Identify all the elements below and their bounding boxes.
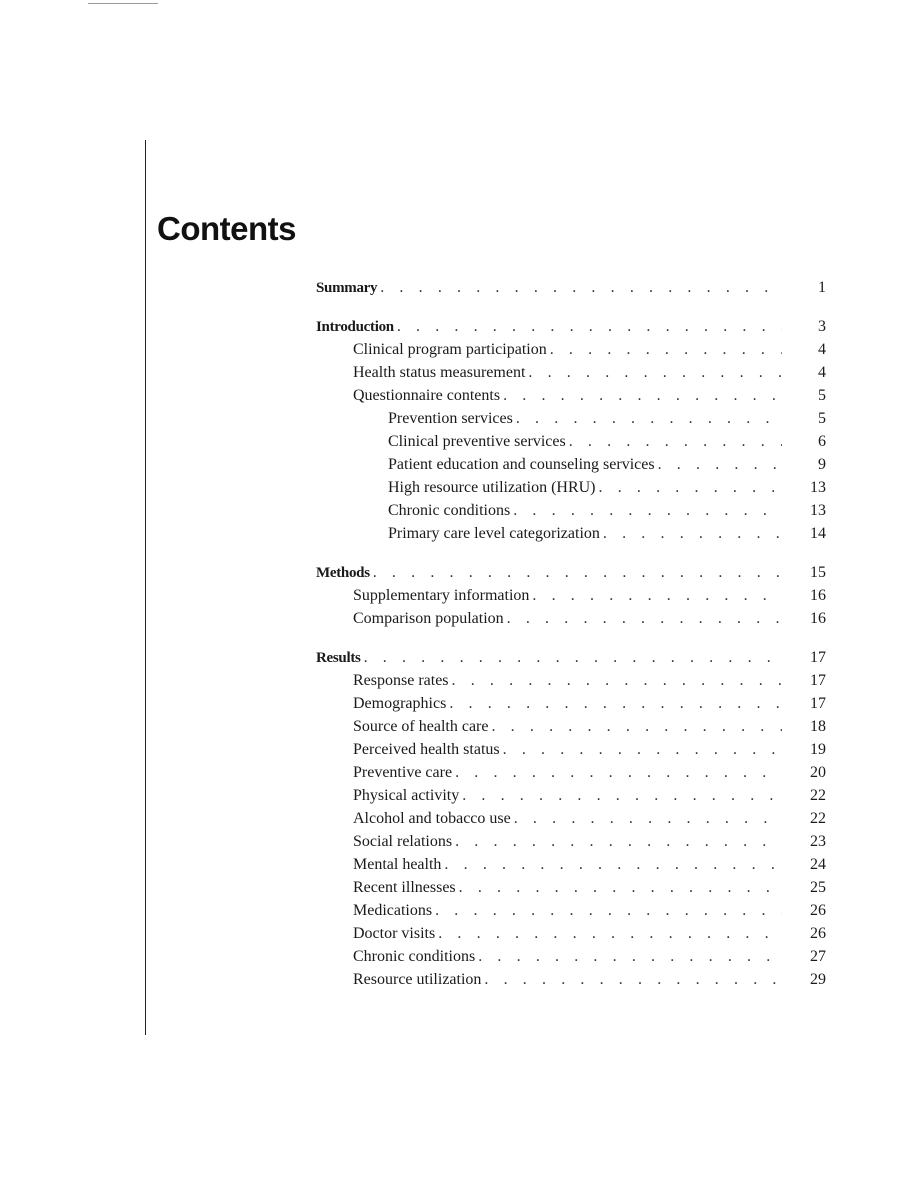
toc-entry-label: Physical activity: [353, 787, 460, 804]
toc-entry-page: 19: [810, 741, 826, 758]
toc-entry-page: 17: [810, 695, 826, 712]
toc-entry[interactable]: [316, 479, 826, 502]
toc-entry[interactable]: [316, 387, 826, 410]
toc-entry[interactable]: [316, 649, 826, 672]
toc-entry[interactable]: [316, 764, 826, 787]
toc-entry-page: 9: [818, 456, 826, 473]
dot-leader: [455, 833, 782, 851]
toc-entry-page: 22: [810, 787, 826, 804]
toc-entry[interactable]: [316, 456, 826, 479]
dot-leader: [491, 718, 782, 736]
toc-entry-label: Methods: [316, 565, 370, 581]
dot-leader: [503, 387, 782, 405]
toc-entry-label: Chronic conditions: [353, 948, 476, 965]
toc-entry-label: Clinical program participation: [353, 341, 547, 358]
dot-leader: [455, 764, 782, 782]
toc-entry-page: 13: [810, 479, 826, 496]
toc-entry-label: Primary care level categorization: [388, 525, 600, 542]
dot-leader: [373, 564, 782, 582]
toc-section: [316, 564, 826, 633]
toc-entry-page: 13: [810, 502, 826, 519]
toc-entry-label: Response rates: [353, 672, 449, 689]
toc-entry-page: 6: [818, 433, 826, 450]
toc-entry-page: 15: [810, 564, 826, 581]
dot-leader: [503, 741, 782, 759]
toc-entry[interactable]: [316, 610, 826, 633]
margin-rule: [145, 140, 146, 1035]
toc-entry[interactable]: [316, 279, 826, 302]
toc-entry-label: Results: [316, 650, 361, 666]
dot-leader: [484, 971, 782, 989]
toc-entry-page: 29: [810, 971, 826, 988]
dot-leader: [459, 879, 782, 897]
toc-entry-page: 25: [810, 879, 826, 896]
dot-leader: [599, 479, 783, 497]
toc-entry[interactable]: [316, 318, 826, 341]
toc-entry-page: 3: [818, 318, 826, 335]
toc-entry-label: Doctor visits: [353, 925, 436, 942]
toc-entry-page: 4: [818, 364, 826, 381]
toc-entry-page: 5: [818, 410, 826, 427]
toc-entry-page: 1: [818, 279, 826, 296]
toc-entry-page: 22: [810, 810, 826, 827]
toc-entry[interactable]: [316, 879, 826, 902]
dot-leader: [449, 695, 782, 713]
toc-entry[interactable]: [316, 971, 826, 994]
toc-entry-page: 17: [810, 649, 826, 666]
dot-leader: [528, 364, 782, 382]
dot-leader: [603, 525, 782, 543]
dot-leader: [397, 318, 782, 336]
toc-section: [316, 649, 826, 994]
toc-entry[interactable]: [316, 902, 826, 925]
toc-entry-page: 23: [810, 833, 826, 850]
toc-entry-page: 26: [810, 902, 826, 919]
toc-entry-label: Comparison population: [353, 610, 504, 627]
toc-entry[interactable]: [316, 741, 826, 764]
toc-entry-page: 16: [810, 587, 826, 604]
dot-leader: [658, 456, 782, 474]
toc-entry-page: 14: [810, 525, 826, 542]
toc-entry-label: Supplementary information: [353, 587, 530, 604]
toc-entry-page: 20: [810, 764, 826, 781]
toc-entry-page: 4: [818, 341, 826, 358]
toc-entry[interactable]: [316, 787, 826, 810]
dot-leader: [444, 856, 782, 874]
toc-entry[interactable]: [316, 587, 826, 610]
dot-leader: [462, 787, 782, 805]
toc-entry-label: Chronic conditions: [388, 502, 511, 519]
toc-entry-label: Medications: [353, 902, 433, 919]
toc-entry[interactable]: [316, 364, 826, 387]
toc-entry-page: 17: [810, 672, 826, 689]
toc-entry-label: High resource utilization (HRU): [388, 479, 596, 496]
dot-leader: [380, 279, 782, 297]
toc-entry-label: Resource utilization: [353, 971, 482, 988]
dot-leader: [569, 433, 782, 451]
toc-entry-label: Clinical preventive services: [388, 433, 566, 450]
dot-leader: [532, 587, 782, 605]
toc-entry-page: 5: [818, 387, 826, 404]
toc-entry[interactable]: [316, 695, 826, 718]
toc-entry[interactable]: [316, 833, 826, 856]
toc-entry-label: Summary: [316, 280, 378, 296]
toc-entry[interactable]: [316, 410, 826, 433]
toc-entry-label: Source of health care: [353, 718, 489, 735]
dot-leader: [452, 672, 782, 690]
toc-entry-label: Questionnaire contents: [353, 387, 501, 404]
toc-entry-label: Mental health: [353, 856, 442, 873]
top-rule: [88, 3, 158, 4]
toc-entry-page: 24: [810, 856, 826, 873]
toc-section: [316, 318, 826, 548]
toc-entry-label: Health status measurement: [353, 364, 526, 381]
dot-leader: [438, 925, 782, 943]
toc-entry-label: Perceived health status: [353, 741, 500, 758]
page-title: Contents: [157, 210, 296, 247]
toc-entry[interactable]: [316, 810, 826, 833]
toc-entry-label: Prevention services: [388, 410, 513, 427]
toc-entry-page: 27: [810, 948, 826, 965]
toc-entry-label: Preventive care: [353, 764, 453, 781]
toc-entry-label: Introduction: [316, 319, 394, 335]
toc-entry-page: 18: [810, 718, 826, 735]
dot-leader: [550, 341, 782, 359]
toc-entry-label: Social relations: [353, 833, 453, 850]
dot-leader: [364, 649, 782, 667]
toc-entry[interactable]: [316, 433, 826, 456]
toc-entry-page: 26: [810, 925, 826, 942]
dot-leader: [478, 948, 782, 966]
toc-entry[interactable]: [316, 502, 826, 525]
toc-entry-label: Patient education and counseling services: [388, 456, 655, 473]
toc-entry[interactable]: [316, 718, 826, 741]
toc-entry-page: 16: [810, 610, 826, 627]
toc-entry[interactable]: [316, 925, 826, 948]
toc-entry-label: Alcohol and tobacco use: [353, 810, 511, 827]
toc-section: [316, 279, 826, 302]
toc-entry[interactable]: [316, 341, 826, 364]
toc-entry-label: Recent illnesses: [353, 879, 456, 896]
toc-entry[interactable]: [316, 948, 826, 971]
dot-leader: [513, 502, 782, 520]
toc-entry[interactable]: [316, 672, 826, 695]
dot-leader: [516, 410, 782, 428]
dot-leader: [435, 902, 782, 920]
toc-entry-label: Demographics: [353, 695, 447, 712]
dot-leader: [507, 610, 782, 628]
toc-entry[interactable]: [316, 525, 826, 548]
toc-entry[interactable]: [316, 856, 826, 879]
table-of-contents: [316, 279, 826, 1010]
toc-entry[interactable]: [316, 564, 826, 587]
dot-leader: [514, 810, 782, 828]
